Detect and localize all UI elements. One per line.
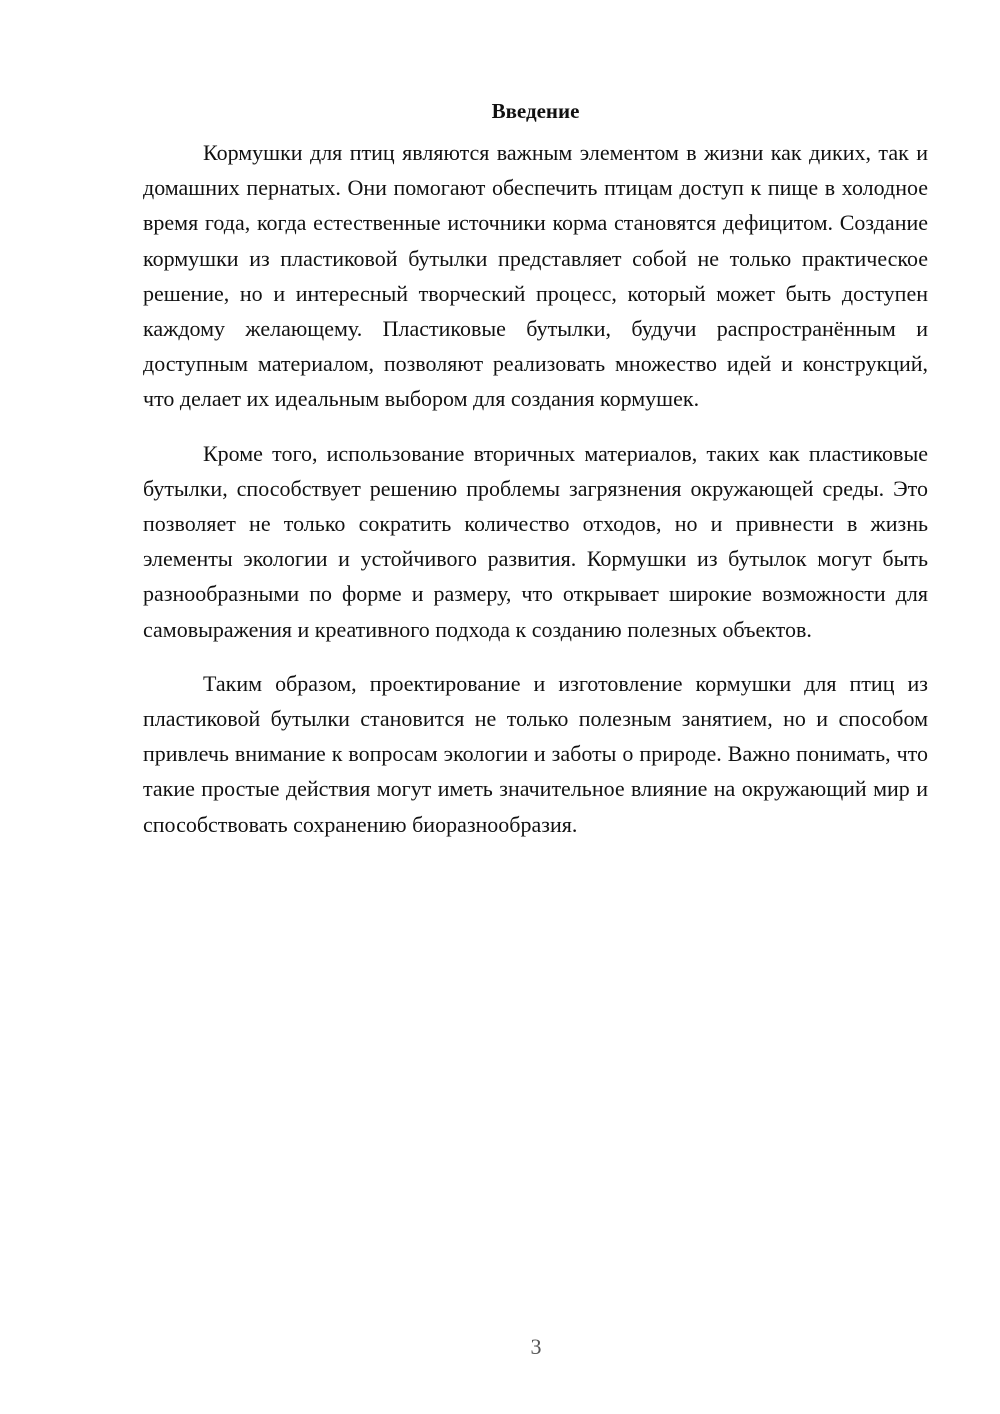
page-content [143, 96, 928, 861]
paragraph-1: Кормушки для птиц являются важным элементом в жизни как диких, так и домашних пернатых. Они помогают обеспечить птицам доступ к пище в холодное время года, когда естественные источники корма становятся дефицитом. Создание кормушки из пластиковой бутылки представляет собой не только практическое решение, но и интересный творческий процесс, который может быть доступен каждому желающему. Пластиковые бутылки, будучи распространённым и доступным материалом, позволяют реализовать множество идей и конструкций, что делает их идеальным выбором для создания кормушек. [143, 140, 928, 412]
paragraph-3: Таким образом, проектирование и изготовление кормушки для птиц из пластиковой бутылки становится не только полезным занятием, но и способом привлечь внимание к вопросам экологии и заботы о природе. Важно понимать, что такие простые действия могут иметь значительное влияние на окружающий мир и способствовать сохранению биоразнообразия. [143, 670, 928, 837]
page-number: 3 [530, 1334, 542, 1359]
paragraph-2: Кроме того, использование вторичных материалов, таких как пластиковые бутылки, способствует решению проблемы загрязнения окружающей среды. Это позволяет не только сократить количество отходов, но и привнести в жизнь элементы экологии и устойчивого развития. Кормушки из бутылок могут быть разнообразными по форме и размеру, что открывает широкие возможности для самовыражения и креативного подхода к созданию полезных объектов. [143, 440, 928, 642]
section-heading: Введение [491, 99, 580, 123]
